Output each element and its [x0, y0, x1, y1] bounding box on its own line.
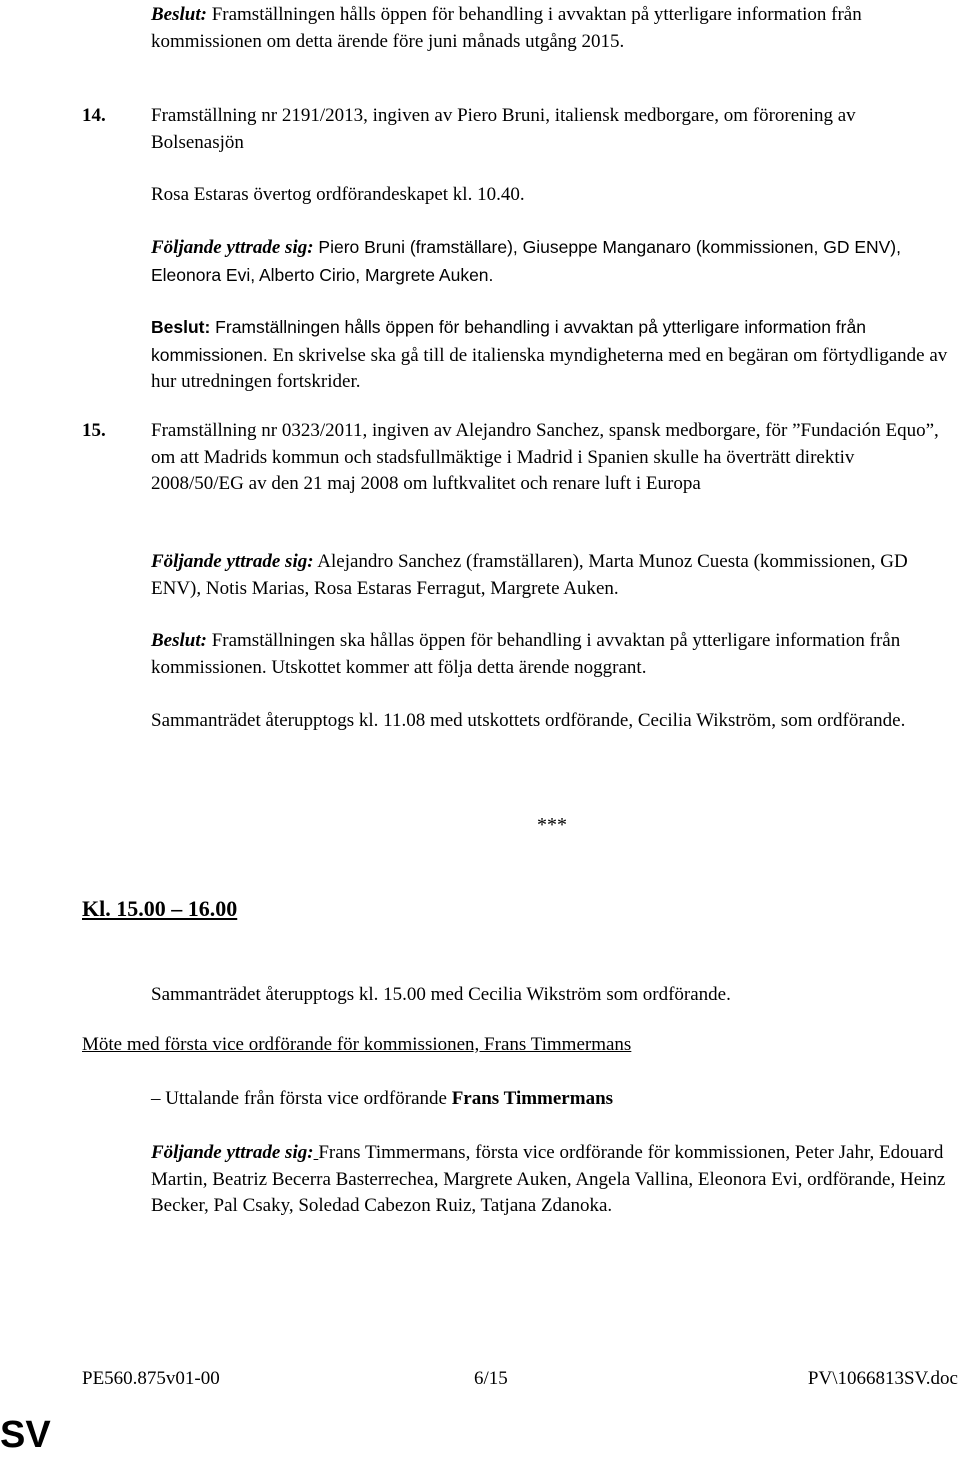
footer-file-name: PV\1066813SV.doc — [807, 1368, 958, 1389]
statement-line — [151, 1086, 951, 1113]
item-title: Framställning nr 2191/2013, ingiven av Piero Bruni, italiensk medborgare, om förorening av Bolsenasjön — [151, 105, 856, 153]
item-number: 14. — [82, 105, 106, 126]
decision-label: Beslut: — [151, 317, 211, 337]
decision-text: Framställningen ska hållas öppen för behandling i avvaktan på ytterligare information från kommissionen. Utskottet kommer att följa detta ärende noggrant. — [151, 630, 901, 678]
speakers-label: Följande yttrade sig: — [151, 1142, 314, 1163]
footer-doc-ref: PE560.875v01-00 — [82, 1368, 220, 1389]
decision-text: Framställningen hålls öppen för behandling i avvaktan på ytterligare information från kommissionen om detta ärende före juni månads utgång 2015. — [151, 4, 862, 52]
decision — [151, 314, 951, 396]
statement-name: Frans Timmermans — [451, 1088, 614, 1109]
session-time: Kl. 15.00 – 16.00 — [82, 896, 238, 921]
speakers — [151, 549, 951, 602]
decision-label: Beslut: — [151, 4, 207, 25]
statement-prefix: – Uttalande från första vice ordförande — [151, 1088, 452, 1109]
speakers — [151, 234, 951, 289]
prev-item-decision — [151, 2, 951, 55]
section-separator: *** — [537, 814, 567, 836]
speakers-text: Piero Bruni (framställare), Giuseppe Manganaro (kommissionen, GD ENV), Eleonora Evi, Alberto Cirio, Margrete Auken. — [151, 237, 902, 285]
resume-note: Sammanträdet återupptogs kl. 15.00 med Cecilia Wikström som ordförande. — [151, 984, 731, 1005]
meeting-heading: Möte med första vice ordförande för kommissionen, Frans Timmermans — [82, 1034, 632, 1055]
speakers-label: Följande yttrade sig: — [151, 551, 314, 572]
decision-text-a: Framställningen hålls öppen för behandling i avvaktan på ytterligare information från kommissionen. — [151, 317, 866, 365]
resume-note: Sammanträdet återupptogs kl. 11.08 med utskottets ordförande, Cecilia Wikström, som ordförande. — [151, 710, 906, 731]
language-code: SV — [0, 1414, 51, 1456]
item-title: Framställning nr 0323/2011, ingiven av Alejandro Sanchez, spansk medborgare, för ”Fundación Equo”, om att Madrids kommun och stadsfullmäktige i Madrid i Spanien skulle ha överträtt direktiv 2008/50/EG av den 21 maj 2008 om luftkvalitet och renare luft i Europa — [151, 420, 939, 494]
speakers-text: Frans Timmermans, första vice ordförande för kommissionen, Peter Jahr, Edouard Martin, Beatriz Becerra Basterrechea, Margrete Auken, Angela Vallina, Eleonora Evi, ordförande, Heinz Becker, Pal Csaky, Soledad Cabezon Ruiz, Tatjana Zdanoka. — [151, 1142, 946, 1216]
speakers-text: Alejandro Sanchez (framställaren), Marta Munoz Cuesta (kommissionen, GD ENV), Notis Marias, Rosa Estaras Ferragut, Margrete Auken. — [151, 551, 908, 599]
decision — [151, 628, 951, 681]
footer-page-number: 6/15 — [474, 1368, 508, 1389]
chair-note: Rosa Estaras övertog ordförandeskapet kl. 10.40. — [151, 184, 525, 205]
item-number: 15. — [82, 420, 106, 441]
speakers — [151, 1140, 951, 1220]
decision-label: Beslut: — [151, 630, 207, 651]
decision-text-b: En skrivelse ska gå till de italienska myndigheterna med en begäran om förtydligande av hur utredningen fortskrider. — [151, 344, 948, 392]
speakers-label: Följande yttrade sig: — [151, 237, 314, 258]
